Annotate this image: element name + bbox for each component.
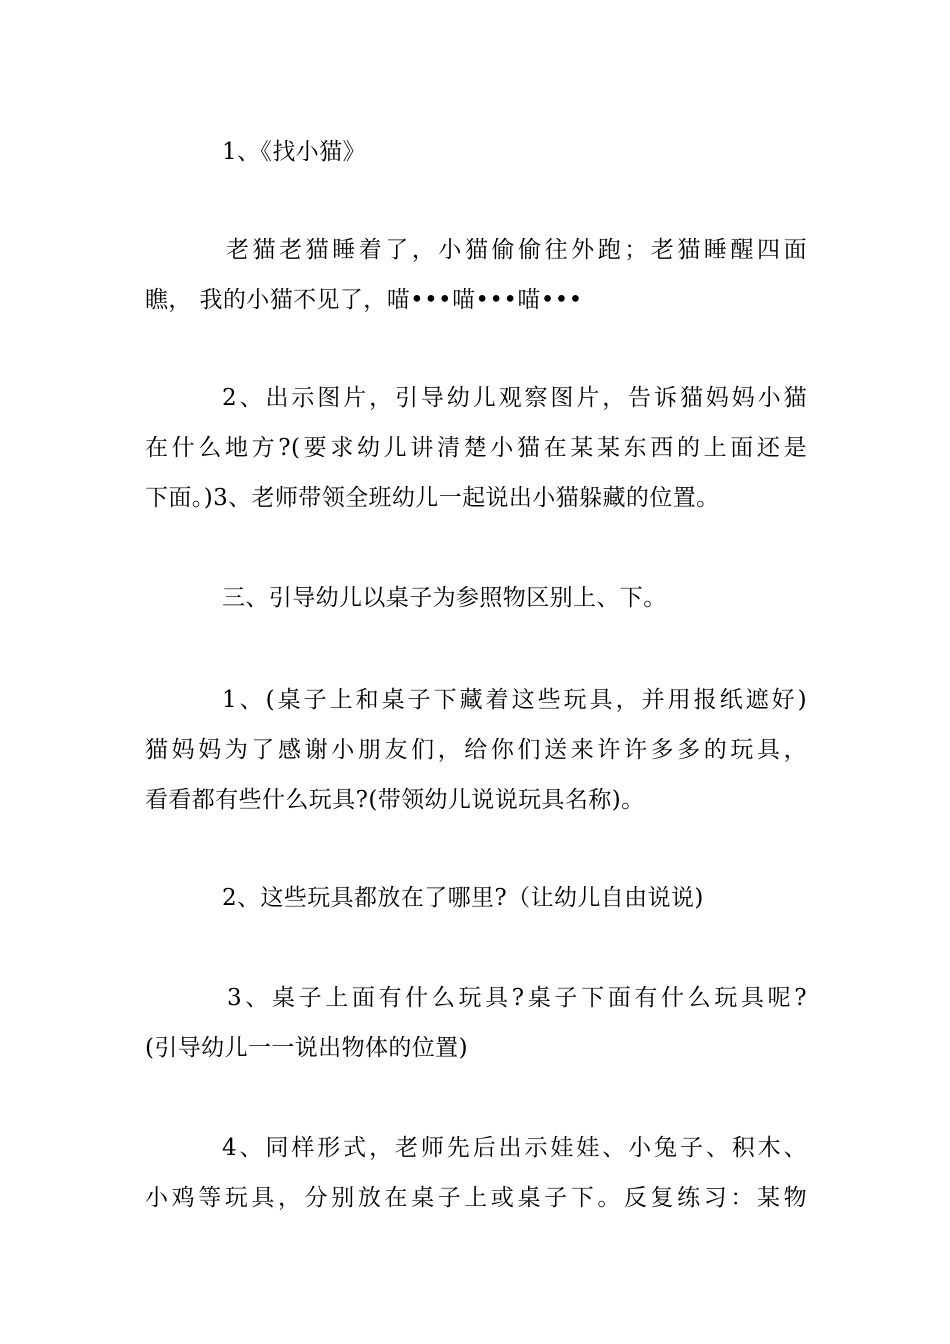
text-line: 2、这些玩具都放在了哪里?（让幼儿自由说说) <box>222 885 704 911</box>
text-line: 猫妈妈为了感谢小朋友们，给你们送来许许多多的玩具， <box>145 737 807 763</box>
paragraph-show-pictures <box>145 373 807 523</box>
text-line: 2、出示图片，引导幼儿观察图片，告诉猫妈妈小猫 <box>222 385 807 411</box>
text-line: (引导幼儿一一说出物体的位置) <box>145 1035 468 1061</box>
text-line: 下面。)3、老师带领全班幼儿一起说出小猫躲藏的位置。 <box>145 485 720 511</box>
text-line: 看看都有些什么玩具?(带领幼儿说说玩具名称)。 <box>145 787 645 813</box>
paragraph-same-form <box>145 1123 807 1223</box>
paragraph-where-toys <box>145 873 807 923</box>
text-line: 在什么地方?(要求幼儿讲清楚小猫在某某东西的上面还是 <box>145 435 807 461</box>
text-line: 1、《找小猫》 <box>222 139 366 165</box>
text-line: 三、引导幼儿以桌子为参照物区别上、下。 <box>222 585 667 611</box>
text-line: 老猫老猫睡着了，小猫偷偷往外跑；老猫睡醒四面 <box>226 237 807 263</box>
text-line: 4、同样形式，老师先后出示娃娃、小兔子、积木、 <box>222 1135 807 1161</box>
text-line: 瞧， 我的小猫不见了，喵•••喵•••喵••• <box>145 287 583 313</box>
paragraph-heading-find-kitten <box>145 127 807 177</box>
paragraph-toys-hidden <box>145 675 807 825</box>
text-line: 3、桌子上面有什么玩具?桌子下面有什么玩具呢? <box>227 985 807 1011</box>
paragraph-on-under-table <box>145 973 807 1073</box>
paragraph-rhyme <box>145 225 807 325</box>
text-line: 1、(桌子上和桌子下藏着这些玩具，并用报纸遮好) <box>222 687 807 713</box>
text-line: 小鸡等玩具，分别放在桌子上或桌子下。反复练习：某物 <box>145 1185 807 1211</box>
paragraph-section-three <box>145 573 807 623</box>
